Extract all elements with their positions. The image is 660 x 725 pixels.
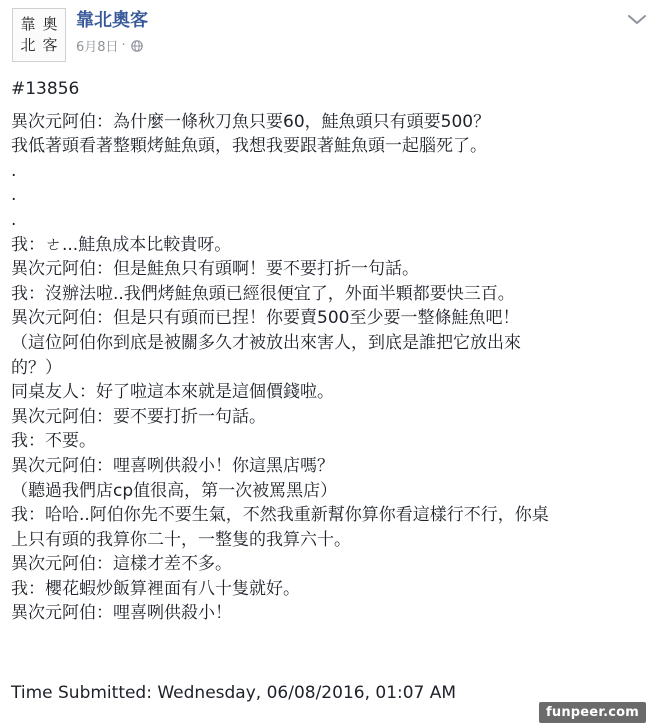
post-line: 的？） [11,357,62,378]
time-submitted: Time Submitted: Wednesday, 06/08/2016, 01:07 AM [11,683,457,703]
post-line: 我：櫻花蝦炒飯算裡面有八十隻就好。 [11,578,300,599]
post-line: 異次元阿伯：但是鮭魚只有頭啊！要不要打折一句話。 [11,259,419,280]
page-avatar[interactable] [12,8,66,62]
post-line: （聽過我們店cp值很高，第一次被罵黑店） [11,480,338,501]
avatar-char: 奧 [42,15,58,33]
post-body [11,77,651,626]
post-line: 我：沒辦法啦..我們烤鮭魚頭已經很便宜了，外面半顆都要快三百。 [11,283,515,304]
post-line: 異次元阿伯：要不要打折一句話。 [11,406,266,427]
post-line: 上只有頭的我算你二十，一整隻的我算六十。 [11,529,351,550]
post-line: 異次元阿伯：為什麼一條秋刀魚只要60，鮭魚頭只有頭要500？ [11,111,491,132]
post-line: 異次元阿伯：但是只有頭而已捏！你要賣500至少要一整條鮭魚吧！ [11,308,520,329]
avatar-char: 靠 [20,15,36,33]
post-line: . [11,185,17,206]
page-info [76,8,148,55]
avatar-char: 北 [20,36,36,54]
post-header [12,8,148,68]
post-line: 我低著頭看著整顆烤鮭魚頭，我想我要跟著鮭魚頭一起腦死了。 [11,136,487,157]
post-line: （這位阿伯你到底是被關多久才被放出來害人，到底是誰把它放出來 [11,332,521,353]
post-line: 我：哈哈..阿伯你先不要生氣，不然我重新幫你算你看這樣行不行，你桌 [11,505,549,526]
more-options-icon[interactable] [626,12,648,26]
post-date-link[interactable]: 6月8日 [76,40,119,55]
post-line: 同桌友人：好了啦這本來就是這個價錢啦。 [11,382,334,403]
watermark: funpeer.com [539,702,646,723]
post-line: 異次元阿伯：哩喜咧供殺小！ [11,603,232,624]
post-tag: #13856 [11,79,80,99]
post-line: 我：ㄜ...鮭魚成本比較貴呀。 [11,234,232,255]
post-line: 我：不要。 [11,431,96,452]
post-line: 異次元阿伯：哩喜咧供殺小！你這黑店嗎？ [11,455,334,476]
post-line: 異次元阿伯：這樣才差不多。 [11,554,232,575]
paragraph-gap [11,102,651,110]
page-name-link[interactable]: 靠北奧客 [76,10,148,31]
avatar-char: 客 [42,36,58,54]
post-line: . [11,160,17,181]
post-meta [76,36,148,55]
meta-separator: · [121,38,126,53]
globe-icon[interactable] [131,40,143,52]
post-line: . [11,209,17,230]
